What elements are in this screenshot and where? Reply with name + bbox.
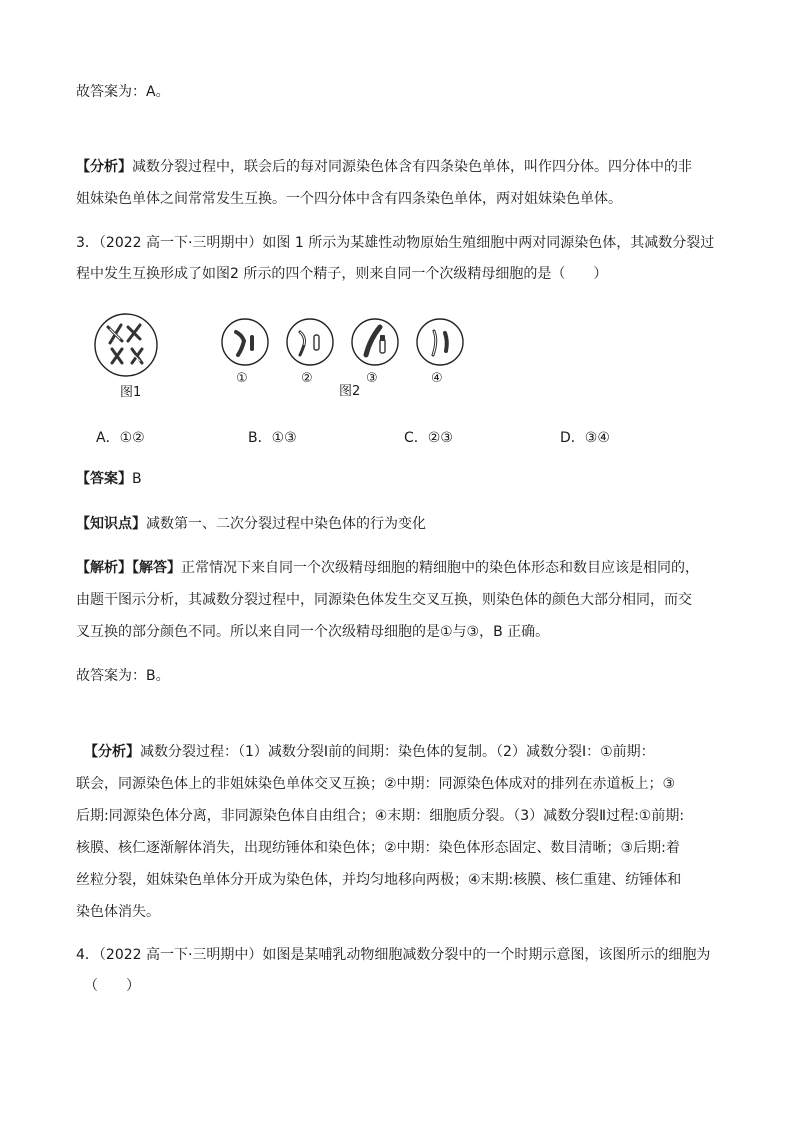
figure1-cell (95, 314, 157, 376)
sperm-label-1: ① (236, 371, 248, 386)
q3-option-b: B．①③ (248, 430, 297, 446)
q3-answer-conclusion: 故答案为：B。 (76, 668, 170, 684)
q2-analysis-text-1: 减数分裂过程中，联会后的每对同源染色体含有四条染色单体，叫作四分体。四分体中的非 (132, 159, 692, 175)
q4-stem-line-1: 4．（2022 高一下·三明期中）如图是某哺乳动物细胞减数分裂中的一个时期示意图，该图所示的细胞为 (76, 947, 711, 963)
q3-figures (90, 305, 480, 405)
q3-explain-line-3: 叉互换的部分颜色不同。所以来自同一个次级精母细胞的是①与③，B 正确。 (76, 624, 550, 640)
q3-knowledge-line (76, 514, 726, 534)
q3-analysis-line-5: 丝粒分裂，姐妹染色单体分开成为染色体，并均匀地移向两极；④末期:核膜、核仁重建、纺锤体和 (76, 872, 682, 888)
q3-answer-tag: 【答案】 (76, 471, 132, 487)
figure2-label: 图2 (339, 384, 361, 399)
q3-analysis-line-6: 染色体消失。 (76, 904, 160, 920)
q3-option-d: D．③④ (560, 430, 610, 446)
sperm-cell-3 (352, 319, 398, 365)
q3-knowledge-value: 减数第一、二次分裂过程中染色体的行为变化 (146, 516, 426, 532)
q3-analysis-text-1: 减数分裂过程：（1）减数分裂Ⅰ前的间期：染色体的复制。（2）减数分裂Ⅰ：①前期： (140, 744, 655, 760)
q3-analysis-line-4: 核膜、核仁逐渐解体消失，出现纺锤体和染色体；②中期：染色体形态固定、数目清晰；③后期:着 (76, 840, 680, 856)
sperm-label-3: ③ (366, 371, 378, 386)
sperm-cell-2 (287, 319, 333, 365)
q3-analysis-line-2: 联会，同源染色体上的非姐妹染色单体交叉互换；②中期：同源染色体成对的排列在赤道板上；③ (76, 776, 676, 792)
q3-explain-tag: 【解析】【解答】 (76, 560, 181, 576)
q3-analysis-tag: 【分析】 (84, 744, 140, 760)
q3-stem-line-1: 3．（2022 高一下·三明期中）如图 1 所示为某雄性动物原始生殖细胞中两对同源染色体，其减数分裂过 (76, 235, 715, 251)
sperm-label-2: ② (301, 371, 313, 386)
q2-analysis-line-2: 姐妹染色单体之间常常发生互换。一个四分体中含有四条染色单体，两对姐妹染色单体。 (76, 191, 622, 207)
q3-explain-text-1: 正常情况下来自同一个次级精母细胞的精细胞中的染色体形态和数目应该是相同的， (181, 560, 699, 576)
q3-stem-line-2: 程中发生互换形成了如图2 所示的四个精子，则来自同一个次级精母细胞的是（ ） (76, 266, 608, 282)
q4-stem-line-2: （ ） (84, 978, 140, 994)
sperm-label-4: ④ (431, 371, 443, 386)
q3-analysis-line-3: 后期:同源染色体分离，非同源染色体自由组合；④末期：细胞质分裂。（3）减数分裂Ⅱ过程:①前期: (76, 808, 685, 824)
q3-analysis-line-1 (84, 742, 734, 762)
sperm-cell-4 (417, 319, 463, 365)
q3-answer-line (76, 469, 726, 489)
q2-analysis-line-1 (76, 157, 726, 177)
q3-knowledge-tag: 【知识点】 (76, 516, 146, 532)
q3-option-a: A．①② (96, 430, 145, 446)
q2-analysis-tag: 【分析】 (76, 159, 132, 175)
q3-answer-value: B (132, 471, 142, 487)
q3-explain-line-1 (76, 558, 726, 578)
q3-explain-line-2: 由题干图示分析，其减数分裂过程中，同源染色体发生交叉互换，则染色体的颜色大部分相同，而交 (76, 592, 692, 608)
q3-option-c: C．②③ (404, 430, 453, 446)
sperm-cell-1 (222, 319, 268, 365)
q2-answer-line: 故答案为：A。 (76, 84, 170, 100)
figure1-label: 图1 (120, 385, 142, 400)
